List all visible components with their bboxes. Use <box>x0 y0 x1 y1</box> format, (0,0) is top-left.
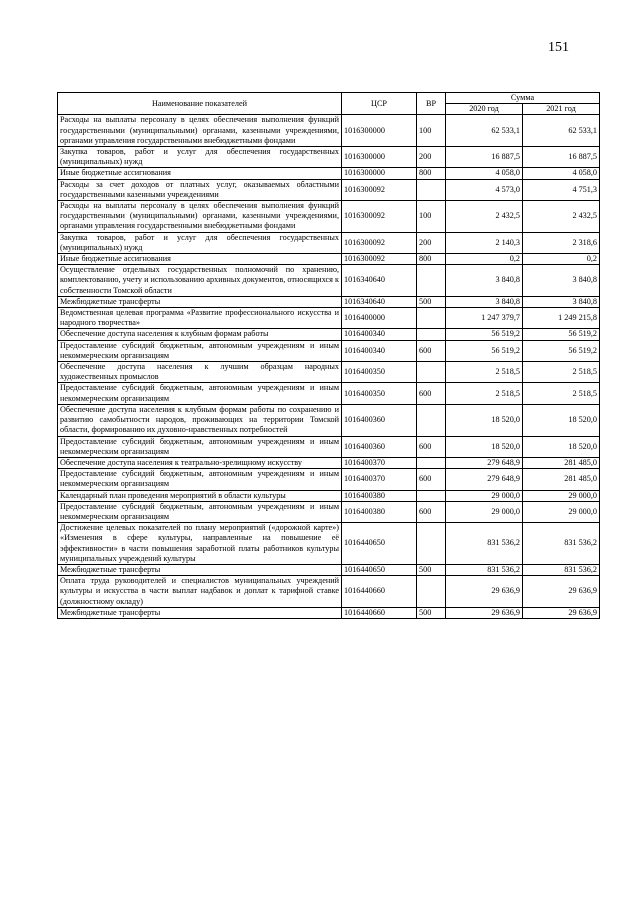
row-name: Предоставление субсидий бюджетным, автономным учреждениям и иным некоммерческим организациям <box>58 340 342 361</box>
row-2020: 2 140,3 <box>446 232 523 253</box>
table-row <box>58 404 600 436</box>
row-code: 1016300000 <box>342 115 417 147</box>
row-2021: 4 058,0 <box>523 168 600 179</box>
row-vr: 100 <box>417 115 446 147</box>
row-2020: 2 518,5 <box>446 362 523 383</box>
row-2021: 3 840,8 <box>523 296 600 307</box>
row-code: 1016440660 <box>342 607 417 618</box>
row-vr <box>417 308 446 329</box>
row-code: 1016340640 <box>342 265 417 297</box>
row-vr <box>417 523 446 565</box>
table-row <box>58 147 600 168</box>
row-2020: 1 247 379,7 <box>446 308 523 329</box>
row-2020: 831 536,2 <box>446 523 523 565</box>
row-2020: 279 648,9 <box>446 469 523 490</box>
row-2020: 29 636,9 <box>446 576 523 608</box>
table-row <box>58 340 600 361</box>
row-2021: 18 520,0 <box>523 436 600 457</box>
row-name: Обеспечение доступа населения к театрально-зрелищному искусству <box>58 457 342 468</box>
row-vr: 600 <box>417 469 446 490</box>
header-csr: ЦСР <box>342 93 417 115</box>
row-name: Межбюджетные трансферты <box>58 564 342 575</box>
table-row <box>58 469 600 490</box>
row-name: Ведомственная целевая программа «Развитие профессионального искусства и народного творчества» <box>58 308 342 329</box>
row-code: 1016400360 <box>342 436 417 457</box>
table-row <box>58 179 600 200</box>
row-vr: 200 <box>417 147 446 168</box>
row-name: Расходы за счет доходов от платных услуг, оказываемых областными государственными казенными учреждениями <box>58 179 342 200</box>
table-row <box>58 254 600 265</box>
header-sum: Сумма <box>446 93 600 104</box>
table-row <box>58 296 600 307</box>
row-2021: 29 000,0 <box>523 501 600 522</box>
row-2021: 831 536,2 <box>523 523 600 565</box>
row-vr: 600 <box>417 340 446 361</box>
row-2020: 56 519,2 <box>446 329 523 340</box>
table-row <box>58 265 600 297</box>
row-name: Обеспечение доступа населения к клубным формам работы <box>58 329 342 340</box>
row-name: Межбюджетные трансферты <box>58 607 342 618</box>
row-vr <box>417 265 446 297</box>
table-row <box>58 490 600 501</box>
row-2021: 4 751,3 <box>523 179 600 200</box>
row-name: Обеспечение доступа населения к клубным формам работы по сохранению и развитию самобытности народов, проживающих на территории Томской области, формированию их духовно-нравственных потребностей <box>58 404 342 436</box>
row-2020: 279 648,9 <box>446 457 523 468</box>
row-code: 1016300092 <box>342 179 417 200</box>
row-2020: 831 536,2 <box>446 564 523 575</box>
row-code: 1016300092 <box>342 201 417 233</box>
row-2021: 56 519,2 <box>523 329 600 340</box>
row-2020: 62 533,1 <box>446 115 523 147</box>
table-row <box>58 201 600 233</box>
header-vr: ВР <box>417 93 446 115</box>
row-name: Закупка товаров, работ и услуг для обеспечения государственных (муниципальных) нужд <box>58 232 342 253</box>
row-name: Иные бюджетные ассигнования <box>58 168 342 179</box>
row-code: 1016440660 <box>342 576 417 608</box>
row-2021: 29 636,9 <box>523 576 600 608</box>
row-2021: 0,2 <box>523 254 600 265</box>
row-vr: 600 <box>417 383 446 404</box>
row-vr: 500 <box>417 607 446 618</box>
row-2020: 16 887,5 <box>446 147 523 168</box>
row-vr: 800 <box>417 168 446 179</box>
row-vr <box>417 490 446 501</box>
row-2020: 2 518,5 <box>446 383 523 404</box>
row-2021: 29 000,0 <box>523 490 600 501</box>
row-code: 1016400370 <box>342 469 417 490</box>
table-row <box>58 501 600 522</box>
row-name: Осуществление отдельных государственных полномочий по хранению, комплектованию, учету и использованию архивных документов, относящихся к собственности Томской области <box>58 265 342 297</box>
row-code: 1016340640 <box>342 296 417 307</box>
table-row <box>58 308 600 329</box>
row-2020: 0,2 <box>446 254 523 265</box>
row-2020: 29 000,0 <box>446 490 523 501</box>
row-2020: 18 520,0 <box>446 436 523 457</box>
table-row <box>58 362 600 383</box>
row-vr: 200 <box>417 232 446 253</box>
row-code: 1016400350 <box>342 383 417 404</box>
row-2020: 4 573,0 <box>446 179 523 200</box>
header-name: Наименование показателей <box>58 93 342 115</box>
row-vr: 100 <box>417 201 446 233</box>
row-name: Иные бюджетные ассигнования <box>58 254 342 265</box>
row-2021: 56 519,2 <box>523 340 600 361</box>
row-vr: 500 <box>417 296 446 307</box>
row-name: Предоставление субсидий бюджетным, автономным учреждениям и иным некоммерческим организациям <box>58 383 342 404</box>
budget-table <box>57 92 600 619</box>
row-2021: 16 887,5 <box>523 147 600 168</box>
row-2020: 29 000,0 <box>446 501 523 522</box>
row-name: Закупка товаров, работ и услуг для обеспечения государственных (муниципальных) нужд <box>58 147 342 168</box>
row-name: Предоставление субсидий бюджетным, автономным учреждениям и иным некоммерческим организациям <box>58 436 342 457</box>
row-vr <box>417 457 446 468</box>
row-2021: 1 249 215,8 <box>523 308 600 329</box>
table-row <box>58 115 600 147</box>
row-2021: 2 518,5 <box>523 383 600 404</box>
table-row <box>58 564 600 575</box>
header-year-2020: 2020 год <box>446 104 523 115</box>
row-name: Оплата труда руководителей и специалистов муниципальных учреждений культуры и искусства в части выплат надбавок и доплат к тарифной ставке (должностному окладу) <box>58 576 342 608</box>
row-code: 1016400350 <box>342 362 417 383</box>
row-2021: 281 485,0 <box>523 457 600 468</box>
row-vr <box>417 576 446 608</box>
row-2021: 2 518,5 <box>523 362 600 383</box>
row-2021: 831 536,2 <box>523 564 600 575</box>
row-2020: 56 519,2 <box>446 340 523 361</box>
row-name: Расходы на выплаты персоналу в целях обеспечения выполнения функций государственными (муниципальными) органами, казенными учреждениями, органами управления государственными внебюджетными фондами <box>58 115 342 147</box>
row-name: Предоставление субсидий бюджетным, автономным учреждениям и иным некоммерческим организациям <box>58 469 342 490</box>
row-vr: 800 <box>417 254 446 265</box>
row-code: 1016400380 <box>342 501 417 522</box>
row-2020: 3 840,8 <box>446 296 523 307</box>
row-vr <box>417 362 446 383</box>
row-name: Достижение целевых показателей по плану мероприятий («дорожной карте») «Изменения в сфере культуры, направленные на повышение её эффективности» в части повышения заработной платы работников культуры муниципальных учреждений культуры <box>58 523 342 565</box>
row-code: 1016400340 <box>342 329 417 340</box>
row-vr <box>417 179 446 200</box>
row-vr: 500 <box>417 564 446 575</box>
row-2021: 2 318,6 <box>523 232 600 253</box>
table-header <box>58 93 600 115</box>
row-name: Расходы на выплаты персоналу в целях обеспечения выполнения функций государственными (муниципальными) органами, казенными учреждениями, органами управления государственными внебюджетными фондами <box>58 201 342 233</box>
row-vr <box>417 404 446 436</box>
row-code: 1016400360 <box>342 404 417 436</box>
row-name: Обеспечение доступа населения к лучшим образцам народных художественных промыслов <box>58 362 342 383</box>
row-code: 1016400370 <box>342 457 417 468</box>
row-2021: 18 520,0 <box>523 404 600 436</box>
row-code: 1016400000 <box>342 308 417 329</box>
row-2020: 2 432,5 <box>446 201 523 233</box>
row-code: 1016300092 <box>342 254 417 265</box>
row-code: 1016400340 <box>342 340 417 361</box>
row-2020: 4 058,0 <box>446 168 523 179</box>
table-row <box>58 436 600 457</box>
row-2021: 29 636,9 <box>523 607 600 618</box>
row-code: 1016300092 <box>342 232 417 253</box>
row-2021: 2 432,5 <box>523 201 600 233</box>
row-vr <box>417 329 446 340</box>
table-body <box>58 115 600 619</box>
table-row <box>58 329 600 340</box>
row-name: Межбюджетные трансферты <box>58 296 342 307</box>
row-code: 1016440650 <box>342 523 417 565</box>
table-row <box>58 607 600 618</box>
row-code: 1016440650 <box>342 564 417 575</box>
row-code: 1016400380 <box>342 490 417 501</box>
row-name: Предоставление субсидий бюджетным, автономным учреждениям и иным некоммерческим организациям <box>58 501 342 522</box>
row-code: 1016300000 <box>342 147 417 168</box>
header-year-2021: 2021 год <box>523 104 600 115</box>
table-row <box>58 232 600 253</box>
table-row <box>58 383 600 404</box>
table-row <box>58 576 600 608</box>
table-row <box>58 523 600 565</box>
row-2021: 281 485,0 <box>523 469 600 490</box>
row-2021: 62 533,1 <box>523 115 600 147</box>
row-2020: 29 636,9 <box>446 607 523 618</box>
page-number: 151 <box>548 40 569 55</box>
row-2020: 18 520,0 <box>446 404 523 436</box>
row-code: 1016300000 <box>342 168 417 179</box>
row-name: Календарный план проведения мероприятий в области культуры <box>58 490 342 501</box>
table-row <box>58 168 600 179</box>
row-2020: 3 840,8 <box>446 265 523 297</box>
row-vr: 600 <box>417 501 446 522</box>
row-vr: 600 <box>417 436 446 457</box>
table-row <box>58 457 600 468</box>
row-2021: 3 840,8 <box>523 265 600 297</box>
